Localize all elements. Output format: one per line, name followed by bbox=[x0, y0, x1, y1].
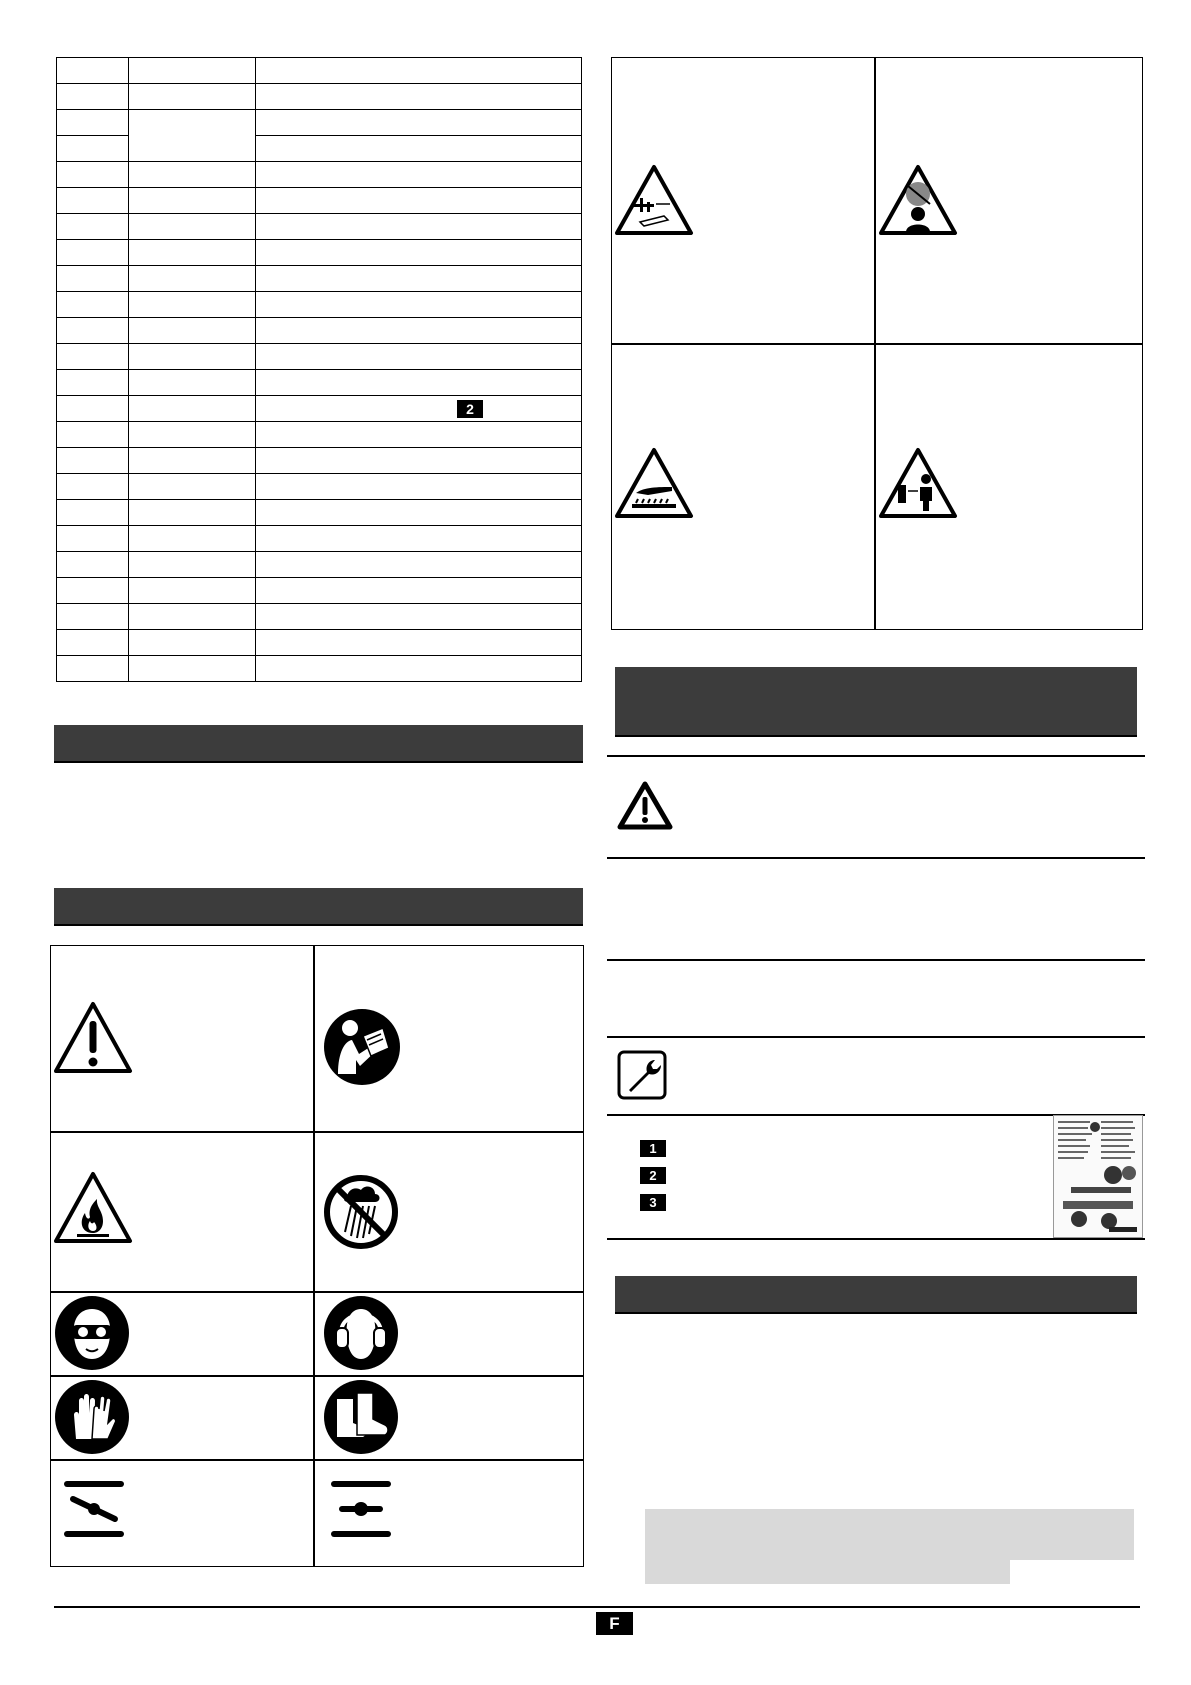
language-badge: F bbox=[596, 1612, 633, 1635]
table-row bbox=[57, 552, 582, 578]
hazard-symbols-grid bbox=[611, 57, 1143, 630]
safety-symbols-grid bbox=[50, 945, 584, 1567]
divider bbox=[607, 959, 1145, 961]
hot-surface-icon bbox=[614, 447, 694, 519]
instruction-badge: 1 bbox=[640, 1140, 666, 1157]
table-row bbox=[57, 448, 582, 474]
figure-number-badge: 2 bbox=[457, 400, 483, 418]
table-row bbox=[57, 500, 582, 526]
note-box bbox=[645, 1559, 1010, 1584]
table-row bbox=[57, 110, 582, 136]
choke-open-icon bbox=[326, 1479, 396, 1539]
table-row bbox=[57, 188, 582, 214]
safety-boots-icon bbox=[323, 1379, 399, 1455]
keep-distance-icon bbox=[878, 447, 958, 519]
table-row bbox=[57, 292, 582, 318]
divider bbox=[607, 1238, 1145, 1240]
table-row bbox=[57, 58, 582, 84]
table-row bbox=[57, 344, 582, 370]
table-row bbox=[57, 656, 582, 682]
table-row bbox=[57, 422, 582, 448]
table-row bbox=[57, 84, 582, 110]
section-header-bar bbox=[615, 1276, 1137, 1314]
section-header-bar bbox=[615, 667, 1137, 737]
thrown-objects-hazard-icon bbox=[878, 164, 958, 236]
table-row bbox=[57, 162, 582, 188]
table-row bbox=[57, 604, 582, 630]
section-header-bar bbox=[54, 725, 583, 763]
table-row bbox=[57, 474, 582, 500]
table-row bbox=[57, 240, 582, 266]
note-box bbox=[645, 1509, 1134, 1560]
wrench-icon bbox=[617, 1050, 667, 1100]
caution-icon bbox=[616, 780, 674, 832]
table-row bbox=[57, 578, 582, 604]
table-row bbox=[57, 630, 582, 656]
table-row bbox=[57, 266, 582, 292]
footer-divider bbox=[54, 1606, 1140, 1608]
eye-protection-icon bbox=[54, 1295, 130, 1371]
instruction-badge: 2 bbox=[640, 1167, 666, 1184]
table-row bbox=[57, 396, 582, 422]
divider bbox=[607, 1036, 1145, 1038]
instruction-badge: 3 bbox=[640, 1194, 666, 1211]
divider bbox=[607, 857, 1145, 859]
blade-cut-hazard-icon bbox=[614, 164, 694, 236]
divider bbox=[607, 755, 1145, 757]
warning-triangle-icon bbox=[53, 1001, 133, 1074]
manual-thumbnail-image bbox=[1053, 1115, 1143, 1238]
table-row bbox=[57, 318, 582, 344]
flammable-icon bbox=[53, 1171, 133, 1244]
gloves-icon bbox=[54, 1379, 130, 1455]
table-row bbox=[57, 214, 582, 240]
no-rain-icon bbox=[323, 1174, 399, 1250]
ear-protection-icon bbox=[323, 1295, 399, 1371]
read-manual-icon bbox=[323, 1008, 401, 1086]
choke-closed-icon bbox=[59, 1479, 129, 1539]
table-row bbox=[57, 370, 582, 396]
section-header-bar bbox=[54, 888, 583, 926]
table-row bbox=[57, 526, 582, 552]
parts-table bbox=[56, 57, 582, 682]
